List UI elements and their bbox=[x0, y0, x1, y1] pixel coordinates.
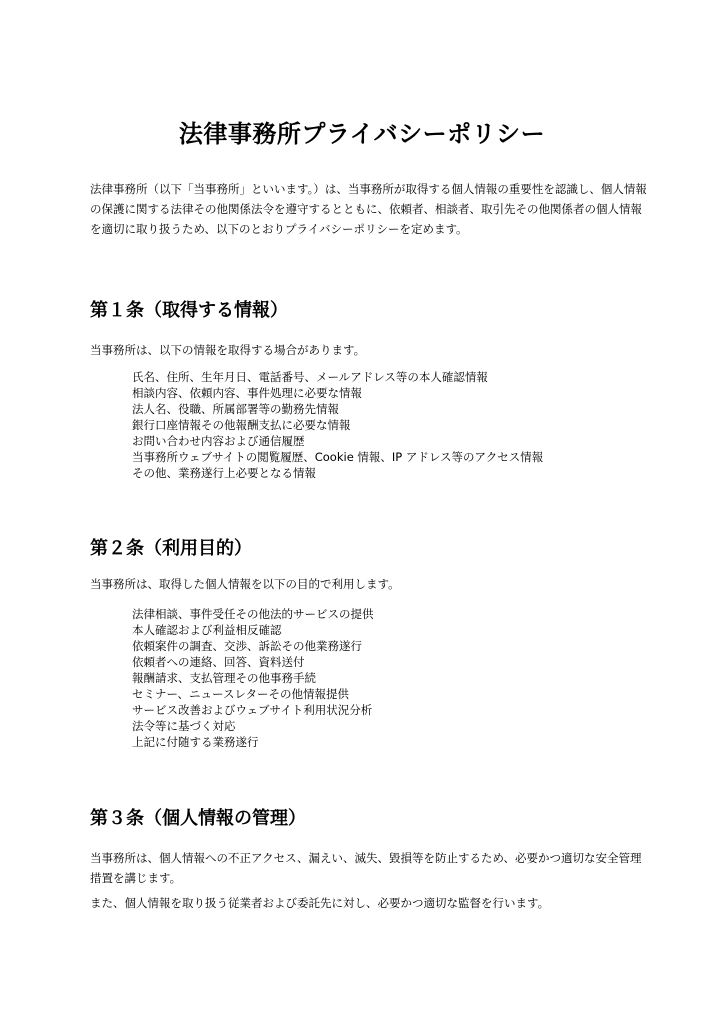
article1-heading: 第１条（取得する情報） bbox=[90, 300, 288, 321]
list-item: 法人名、役職、所属部署等の勤務先情報 bbox=[132, 402, 339, 416]
list-item: サービス改善およびウェブサイト利用状況分析 bbox=[132, 703, 373, 717]
list-item: セミナー、ニュースレターその他情報提供 bbox=[132, 687, 350, 701]
article1-list bbox=[132, 369, 543, 481]
list-item: 報酬請求、支払管理その他事務手続 bbox=[132, 671, 316, 685]
article3-paragraph-2: また、個人情報を取り扱う従業者および委託先に対し、必要かつ適切な監督を行います。 bbox=[90, 896, 550, 910]
list-item: 銀行口座情報その他報酬支払に必要な情報 bbox=[132, 418, 351, 432]
list-item: 相談内容、依頼内容、事件処理に必要な情報 bbox=[132, 386, 362, 400]
intro-paragraph: 法律事務所（以下「当事務所」といいます。）は、当事務所が取得する個人情報の重要性を認識し、個人情報の保護に関する法律その他関係法令を遵守するとともに、依頼者、相談者、取引先その他関係者の個人情報を適切に取り扱うため、以下のとおりプライバシーポリシーを定めます。 bbox=[90, 182, 647, 236]
list-item: 本人確認および利益相反確認 bbox=[132, 623, 282, 637]
list-item: その他、業務遂行上必要となる情報 bbox=[132, 466, 316, 480]
list-item: 当事務所ウェブサイトの閲覧履歴、Cookie 情報、IP アドレス等のアクセス情報 bbox=[132, 450, 544, 464]
article1-lead: 当事務所は、以下の情報を取得する場合があります。 bbox=[90, 343, 366, 357]
list-item: 依頼者への連絡、回答、資料送付 bbox=[132, 655, 305, 669]
list-item: 法律相談、事件受任その他法的サービスの提供 bbox=[132, 607, 374, 621]
article2-list bbox=[132, 606, 374, 750]
article2-heading: 第２条（利用目的） bbox=[90, 538, 252, 559]
list-item: お問い合わせ内容および通信履歴 bbox=[132, 434, 305, 448]
article2-lead: 当事務所は、取得した個人情報を以下の目的で利用します。 bbox=[90, 577, 400, 591]
list-item: 氏名、住所、生年月日、電話番号、メールアドレス等の本人確認情報 bbox=[132, 370, 488, 384]
page-title: 法律事務所プライバシーポリシー bbox=[178, 120, 546, 148]
list-item: 上記に付随する業務遂行 bbox=[132, 735, 259, 749]
article3-paragraph-1: 当事務所は、個人情報への不正アクセス、漏えい、滅失、毀損等を防止するため、必要かつ適切な安全管理措置を講じます。 bbox=[90, 851, 642, 885]
list-item: 依頼案件の調査、交渉、訴訟その他業務遂行 bbox=[132, 639, 362, 653]
article3-heading: 第３条（個人情報の管理） bbox=[90, 808, 306, 829]
list-item: 法令等に基づく対応 bbox=[132, 719, 236, 733]
